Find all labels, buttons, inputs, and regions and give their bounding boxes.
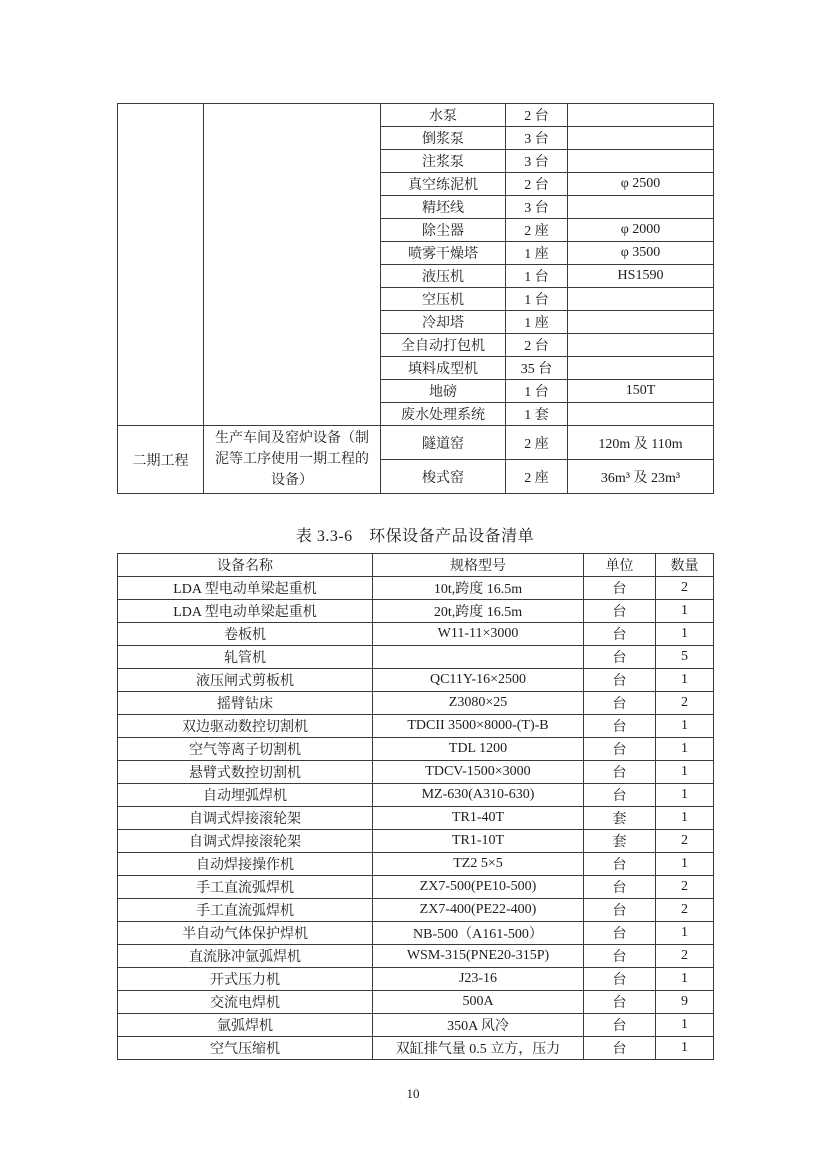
table-row — [118, 784, 714, 807]
unit-cell: 台 — [584, 899, 656, 922]
equipment-name-cell: 废水处理系统 — [381, 403, 506, 426]
table-row — [118, 899, 714, 922]
table2-title: 表 3.3-6 环保设备产品设备清单 — [295, 528, 535, 545]
table-row — [118, 991, 714, 1014]
unit-cell: 台 — [584, 1037, 656, 1060]
unit-cell: 台 — [584, 968, 656, 991]
quantity-cell: 1 台 — [506, 288, 568, 311]
unit-cell: 台 — [584, 692, 656, 715]
name-cell: 氩弧焊机 — [118, 1014, 373, 1037]
spec-cell — [568, 196, 714, 219]
table1-body — [118, 104, 714, 494]
qty-cell: 2 — [656, 830, 714, 853]
spec-cell — [568, 150, 714, 173]
table-row — [118, 761, 714, 784]
name-cell: 自调式焊接滚轮架 — [118, 807, 373, 830]
table-row — [118, 968, 714, 991]
spec-cell: W11-11×3000 — [373, 623, 584, 646]
phase-cell — [118, 104, 204, 426]
name-cell: 自动埋弧焊机 — [118, 784, 373, 807]
quantity-cell: 2 座 — [506, 460, 568, 494]
env-equipment-list-table — [117, 553, 714, 1060]
equipment-name-cell: 填料成型机 — [381, 357, 506, 380]
table-row — [118, 830, 714, 853]
spec-cell: MZ-630(A310-630) — [373, 784, 584, 807]
qty-cell: 2 — [656, 899, 714, 922]
table-row — [118, 426, 714, 460]
spec-cell: 150T — [568, 380, 714, 403]
table-row — [118, 692, 714, 715]
name-cell: 空气等离子切割机 — [118, 738, 373, 761]
equipment-name-cell: 全自动打包机 — [381, 334, 506, 357]
spec-cell: 500A — [373, 991, 584, 1014]
qty-cell: 1 — [656, 623, 714, 646]
qty-cell: 5 — [656, 646, 714, 669]
qty-cell: 1 — [656, 807, 714, 830]
equipment-name-cell: 梭式窑 — [381, 460, 506, 494]
category-cell: 生产车间及窑炉设备（制泥等工序使用一期工程的设备） — [204, 426, 381, 494]
unit-cell: 台 — [584, 1014, 656, 1037]
qty-cell: 1 — [656, 1037, 714, 1060]
equipment-name-cell: 空压机 — [381, 288, 506, 311]
unit-cell: 台 — [584, 646, 656, 669]
name-cell: 液压闸式剪板机 — [118, 669, 373, 692]
qty-cell: 1 — [656, 1014, 714, 1037]
qty-cell: 1 — [656, 715, 714, 738]
spec-cell: 350A 风冷 — [373, 1014, 584, 1037]
table-row — [118, 1014, 714, 1037]
spec-cell: 10t,跨度 16.5m — [373, 577, 584, 600]
name-cell: 自动焊接操作机 — [118, 853, 373, 876]
table-row — [118, 807, 714, 830]
phase-cell: 二期工程 — [118, 426, 204, 494]
qty-cell: 1 — [656, 853, 714, 876]
spec-cell — [568, 311, 714, 334]
table-row — [118, 876, 714, 899]
unit-cell: 台 — [584, 623, 656, 646]
qty-cell: 1 — [656, 968, 714, 991]
name-cell: 悬臂式数控切割机 — [118, 761, 373, 784]
table2-body — [118, 577, 714, 1060]
name-cell: 轧管机 — [118, 646, 373, 669]
spec-cell: 双缸排气量 0.5 立方，压力 — [373, 1037, 584, 1060]
equipment-name-cell: 除尘器 — [381, 219, 506, 242]
unit-cell: 台 — [584, 853, 656, 876]
spec-cell: φ 2500 — [568, 173, 714, 196]
spec-cell: Z3080×25 — [373, 692, 584, 715]
name-cell: 空气压缩机 — [118, 1037, 373, 1060]
quantity-cell: 2 座 — [506, 426, 568, 460]
name-cell: LDA 型电动单梁起重机 — [118, 577, 373, 600]
qty-cell: 2 — [656, 945, 714, 968]
table-row — [118, 738, 714, 761]
unit-cell: 台 — [584, 715, 656, 738]
spec-cell: 20t,跨度 16.5m — [373, 600, 584, 623]
quantity-cell: 1 套 — [506, 403, 568, 426]
name-cell: 直流脉冲氩弧焊机 — [118, 945, 373, 968]
equipment-name-cell: 喷雾干燥塔 — [381, 242, 506, 265]
spec-cell: TDL 1200 — [373, 738, 584, 761]
table-row — [118, 853, 714, 876]
spec-cell — [568, 403, 714, 426]
quantity-cell: 3 台 — [506, 127, 568, 150]
qty-cell: 1 — [656, 738, 714, 761]
unit-cell: 套 — [584, 830, 656, 853]
table-row — [118, 646, 714, 669]
unit-cell: 台 — [584, 669, 656, 692]
name-cell: 开式压力机 — [118, 968, 373, 991]
spec-cell: 120m 及 110m — [568, 426, 714, 460]
name-cell: 手工直流弧焊机 — [118, 876, 373, 899]
spec-cell: φ 2000 — [568, 219, 714, 242]
quantity-cell: 2 台 — [506, 104, 568, 127]
qty-cell: 2 — [656, 692, 714, 715]
spec-cell — [373, 646, 584, 669]
equipment-name-cell: 冷却塔 — [381, 311, 506, 334]
column-header-qty: 数量 — [656, 554, 714, 577]
quantity-cell: 35 台 — [506, 357, 568, 380]
quantity-cell: 3 台 — [506, 150, 568, 173]
qty-cell: 1 — [656, 600, 714, 623]
spec-cell: 36m³ 及 23m³ — [568, 460, 714, 494]
qty-cell: 2 — [656, 577, 714, 600]
spec-cell: J23-16 — [373, 968, 584, 991]
spec-cell: φ 3500 — [568, 242, 714, 265]
name-cell: LDA 型电动单梁起重机 — [118, 600, 373, 623]
equipment-name-cell: 液压机 — [381, 265, 506, 288]
spec-cell: TR1-40T — [373, 807, 584, 830]
spec-cell: HS1590 — [568, 265, 714, 288]
equipment-name-cell: 真空练泥机 — [381, 173, 506, 196]
unit-cell: 套 — [584, 807, 656, 830]
unit-cell: 台 — [584, 922, 656, 945]
table-row — [118, 1037, 714, 1060]
spec-cell: TZ2 5×5 — [373, 853, 584, 876]
spec-cell: ZX7-500(PE10-500) — [373, 876, 584, 899]
column-header-spec: 规格型号 — [373, 554, 584, 577]
quantity-cell: 3 台 — [506, 196, 568, 219]
qty-cell: 9 — [656, 991, 714, 1014]
qty-cell: 1 — [656, 761, 714, 784]
spec-cell: NB-500（A161-500） — [373, 922, 584, 945]
unit-cell: 台 — [584, 738, 656, 761]
spec-cell — [568, 104, 714, 127]
spec-cell: TDCV-1500×3000 — [373, 761, 584, 784]
unit-cell: 台 — [584, 577, 656, 600]
name-cell: 摇臂钻床 — [118, 692, 373, 715]
spec-cell: QC11Y-16×2500 — [373, 669, 584, 692]
table-row — [118, 577, 714, 600]
spec-cell — [568, 127, 714, 150]
spec-cell: TR1-10T — [373, 830, 584, 853]
name-cell: 卷板机 — [118, 623, 373, 646]
name-cell: 手工直流弧焊机 — [118, 899, 373, 922]
category-cell — [204, 104, 381, 426]
table-row — [118, 669, 714, 692]
table-row — [118, 922, 714, 945]
spec-cell: WSM-315(PNE20-315P) — [373, 945, 584, 968]
equipment-name-cell: 注浆泵 — [381, 150, 506, 173]
table-row — [118, 600, 714, 623]
quantity-cell: 1 台 — [506, 380, 568, 403]
equipment-name-cell: 精坯线 — [381, 196, 506, 219]
equipment-name-cell: 地磅 — [381, 380, 506, 403]
name-cell: 双边驱动数控切割机 — [118, 715, 373, 738]
main-equipment-table-continued — [117, 103, 714, 494]
column-header-unit: 单位 — [584, 554, 656, 577]
table2-header-row — [118, 554, 714, 577]
unit-cell: 台 — [584, 991, 656, 1014]
quantity-cell: 2 座 — [506, 219, 568, 242]
unit-cell: 台 — [584, 876, 656, 899]
name-cell: 交流电焊机 — [118, 991, 373, 1014]
column-header-name: 设备名称 — [118, 554, 373, 577]
quantity-cell: 1 座 — [506, 242, 568, 265]
spec-cell — [568, 288, 714, 311]
table-row — [118, 945, 714, 968]
name-cell: 半自动气体保护焊机 — [118, 922, 373, 945]
page-number: 10 — [406, 1086, 420, 1101]
equipment-name-cell: 隧道窑 — [381, 426, 506, 460]
unit-cell: 台 — [584, 600, 656, 623]
spec-cell — [568, 334, 714, 357]
unit-cell: 台 — [584, 784, 656, 807]
quantity-cell: 2 台 — [506, 173, 568, 196]
equipment-name-cell: 倒浆泵 — [381, 127, 506, 150]
equipment-name-cell: 水泵 — [381, 104, 506, 127]
spec-cell — [568, 357, 714, 380]
qty-cell: 1 — [656, 922, 714, 945]
quantity-cell: 1 座 — [506, 311, 568, 334]
table-row — [118, 104, 714, 127]
qty-cell: 1 — [656, 669, 714, 692]
unit-cell: 台 — [584, 945, 656, 968]
spec-cell: TDCII 3500×8000-(T)-B — [373, 715, 584, 738]
table-row — [118, 623, 714, 646]
quantity-cell: 2 台 — [506, 334, 568, 357]
unit-cell: 台 — [584, 761, 656, 784]
quantity-cell: 1 台 — [506, 265, 568, 288]
qty-cell: 2 — [656, 876, 714, 899]
spec-cell: ZX7-400(PE22-400) — [373, 899, 584, 922]
table-row — [118, 715, 714, 738]
qty-cell: 1 — [656, 784, 714, 807]
name-cell: 自调式焊接滚轮架 — [118, 830, 373, 853]
